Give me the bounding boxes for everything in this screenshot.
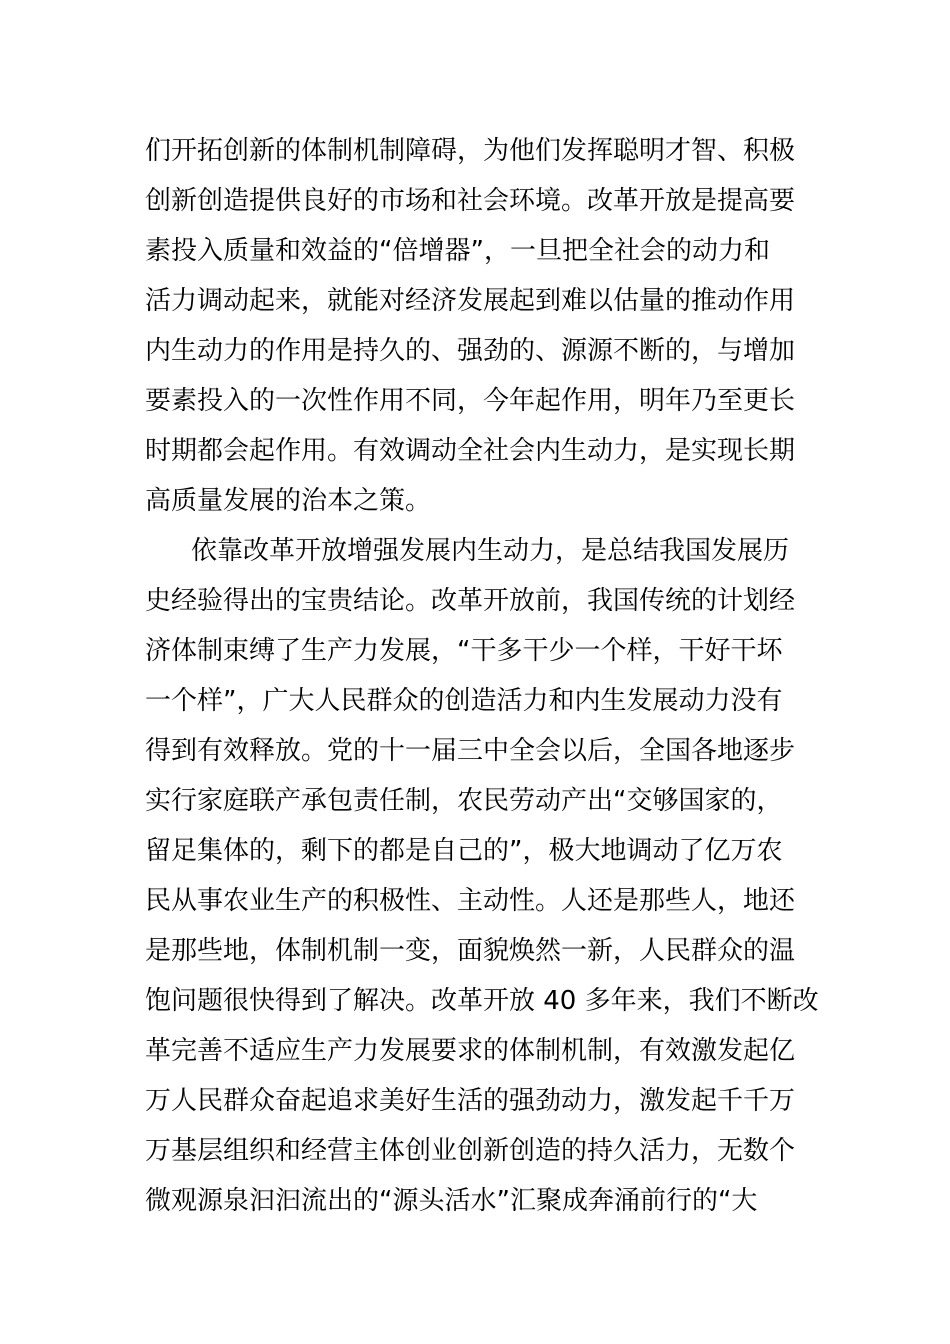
text-line: 万基层组织和经营主体创业创新创造的持久活力，无数个 (145, 1136, 796, 1166)
text-line: 高质量发展的治本之策。 (145, 486, 432, 516)
text-line: 们开拓创新的体制机制障碍，为他们发挥聪明才智、积极 (145, 136, 796, 166)
text-line: 万人民群众奋起追求美好生活的强劲动力，激发起千千万 (145, 1086, 796, 1116)
text-line: 微观源泉汩汩流出的“源头活水”汇聚成奔涌前行的“大 (145, 1186, 758, 1216)
text-line: 要素投入的一次性作用不同，今年起作用，明年乃至更长 (145, 386, 796, 416)
text-line: 时期都会起作用。有效调动全社会内生动力，是实现长期 (145, 436, 796, 466)
text-line: 革完善不适应生产力发展要求的体制机制，有效激发起亿 (145, 1036, 796, 1066)
text-line: 一个样”，广大人民群众的创造活力和内生发展动力没有 (145, 686, 783, 716)
paragraph-1 (145, 126, 825, 526)
text-line: 是那些地，体制机制一变，面貌焕然一新，人民群众的温 (145, 936, 796, 966)
text-line: 创新创造提供良好的市场和社会环境。改革开放是提高要 (145, 186, 796, 216)
text-line: 史经验得出的宝贵结论。改革开放前，我国传统的计划经 (145, 586, 796, 616)
text-line: 民从事农业生产的积极性、主动性。人还是那些人，地还 (145, 886, 796, 916)
text-line: 活力调动起来，就能对经济发展起到难以估量的推动作用 (145, 286, 796, 316)
text-line-first-indented: 依靠改革开放增强发展内生动力，是总结我国发展历 (191, 536, 790, 566)
text-line: 素投入质量和效益的“倍增器”，一旦把全社会的动力和 (145, 236, 770, 266)
text-line: 得到有效释放。党的十一届三中全会以后，全国各地逐步 (145, 736, 796, 766)
text-line: 内生动力的作用是持久的、强劲的、源源不断的，与增加 (145, 336, 796, 366)
text-line: 留足集体的，剩下的都是自己的”，极大地调动了亿万农 (145, 836, 783, 866)
paragraph-2 (145, 526, 825, 1226)
text-line: 济体制束缚了生产力发展，“干多干少一个样，干好干坏 (145, 636, 783, 666)
text-line: 饱问题很快得到了解决。改革开放 40 多年来，我们不断改 (145, 986, 819, 1016)
body-text (145, 126, 825, 1226)
text-line: 实行家庭联产承包责任制，农民劳动产出“交够国家的， (145, 786, 783, 816)
